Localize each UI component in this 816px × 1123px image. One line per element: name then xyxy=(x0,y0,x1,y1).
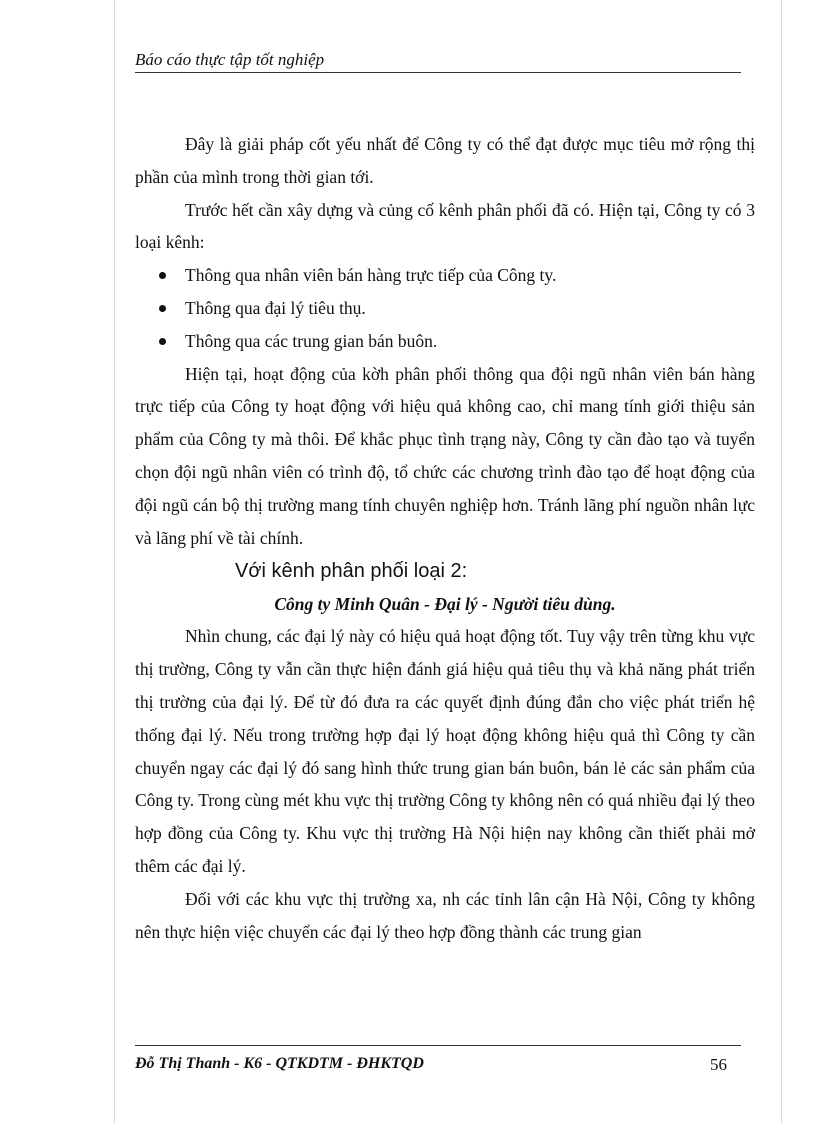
list-item xyxy=(135,259,755,292)
channel-list xyxy=(135,259,755,357)
list-item-text: Thông qua các trung gian bán buôn. xyxy=(185,330,438,351)
page-frame-right xyxy=(781,0,782,1123)
list-item-text: Thông qua đại lý tiêu thụ. xyxy=(185,297,366,318)
page-number: 56 xyxy=(710,1055,727,1074)
page-frame-left xyxy=(114,0,115,1123)
header-title: Báo cáo thực tập tốt nghiệp xyxy=(135,50,325,69)
bullet-icon xyxy=(159,338,166,345)
list-item-text: Thông qua nhân viên bán hàng trực tiếp của Công ty. xyxy=(185,265,557,286)
footer-author: Đỗ Thị Thanh - K6 - QTKDTM - ĐHKTQD xyxy=(135,1055,424,1072)
paragraph-1: Đây là giải pháp cốt yếu nhất để Công ty có thể đạt được mục tiêu mở rộng thị phần của mình trong thời gian tới. xyxy=(135,134,755,187)
list-item xyxy=(135,325,755,358)
page-header xyxy=(135,48,741,73)
list-item xyxy=(135,292,755,325)
paragraph-2: Trước hết cần xây dựng và củng cố kênh phân phối đã có. Hiện tại, Công ty có 3 loại kênh: xyxy=(135,199,755,253)
bullet-icon xyxy=(159,272,166,279)
section-subheading: Với kênh phân phối loại 2: xyxy=(235,560,468,583)
channel-formula: Công ty Minh Quân - Đại lý - Người tiêu dùng. xyxy=(274,594,616,615)
paragraph-4: Nhìn chung, các đại lý này có hiệu quả hoạt động tốt. Tuy vậy trên từng khu vực thị trường, Công ty vẫn cần thực hiện đánh giá hiệu quả tiêu thụ và khả năng phát triển thị trường của đại lý. Để từ đó đưa ra các quyết định đúng đắn cho việc phát triển hệ thống đại lý. Nếu trong trường hợp đại lý hoạt động không hiệu quả thì Công ty cần chuyển ngay các đại lý đó sang hình thức trung gian bán buôn, bán lẻ các sản phẩm của Công ty. Trong cùng mét khu vực thị trường Công ty không nên có quá nhiều đại lý theo hợp đồng của Công ty. Khu vực thị trường Hà Nội hiện nay không cần thiết phải mở thêm các đại lý. xyxy=(135,626,755,876)
paragraph-3: Hiện tại, hoạt động của kờh phân phối thông qua đội ngũ nhân viên bán hàng trực tiếp của Công ty hoạt động với hiệu quả không cao, chỉ mang tính giới thiệu sản phẩm của Công ty mà thôi. Để khắc phục tình trạng này, Công ty cần đào tạo và tuyển chọn đội ngũ nhân viên có trình độ, tổ chức các chương trình đào tạo để hoạt động của đội ngũ cán bộ thị trường mang tính chuyên nghiệp hơn. Tránh lãng phí nguồn nhân lực và lãng phí về tài chính. xyxy=(135,363,755,548)
page-footer xyxy=(135,1045,741,1073)
document-body xyxy=(135,128,755,948)
bullet-icon xyxy=(159,305,166,312)
paragraph-5: Đối với các khu vực thị trường xa, nh các tỉnh lân cận Hà Nội, Công ty không nên thực hiện việc chuyển các đại lý theo hợp đồng thành các trung gian xyxy=(135,888,755,942)
